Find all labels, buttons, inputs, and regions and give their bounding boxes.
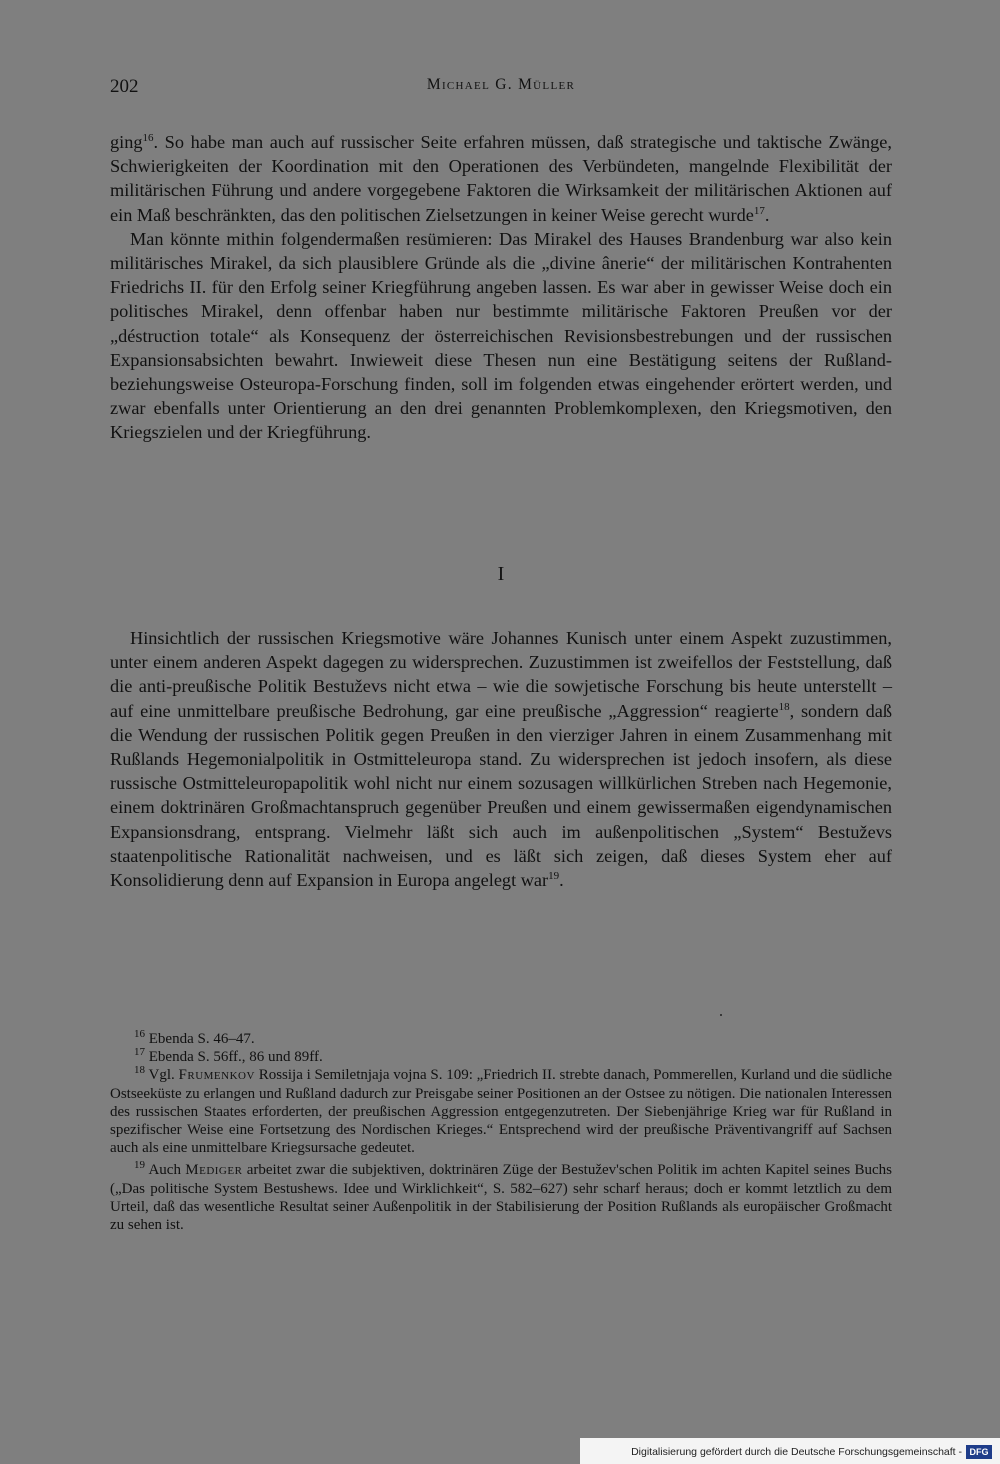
footnote-ref-17: 17: [753, 204, 765, 217]
footnote-ref-16: 16: [142, 131, 154, 144]
body-text-top: [110, 130, 892, 445]
scan-speck: [720, 1014, 722, 1016]
footnote-18: [110, 1066, 892, 1157]
paragraph-3-text: Hinsichtlich der russischen Kriegsmotive wäre Johannes Kunisch unter einem Aspekt zuzustimmen, unter einem anderen Aspekt dagegen zu widersprechen. Zuzustimmen ist zweifellos der Feststellung, daß die anti-preußische Politik Bestuževs nicht etwa – wie die sowjetische Forschung bis heute unterstellt – auf eine unmittelbare preußische Bedrohung, gar eine preußische „Aggression“ reagierte: [110, 628, 892, 721]
digitization-footer: [580, 1438, 1000, 1464]
paragraph-3: [110, 626, 892, 892]
footnote-17: [110, 1048, 892, 1066]
paragraph-1-text-cont: . So habe man auch auf russischer Seite erfahren müssen, daß strategische und taktische Zwänge, Schwierigkeiten der Koordination mit den Operationen des Verbündeten, mangelnde Flexibilität der militärischen Führung und andere vorgegebene Faktoren die Wirksamkeit der militärischen Aktionen auf ein Maß beschränkten, das den politischen Zielsetzungen in keiner Weise gerecht wurde: [110, 132, 892, 225]
footnote-16-text: Ebenda S. 46–47.: [148, 1031, 255, 1047]
footnote-19-text: arbeitet zwar die subjektiven, doktrinären Züge der Bestužev'schen Politik im achten Kapitel seines Buchs („Das politische System Bestushews. Idee und Wirklichkeit“, S. 582–627) sehr scharf heraus; doch er kommt letztlich zu dem Urteil, daß das wesentliche Resultat seiner Außenpolitik in der Stabilisierung der Position Rußlands als europäischer Großmacht zu sehen ist.: [110, 1162, 893, 1234]
paragraph-1: [110, 130, 892, 227]
paragraph-1-end: .: [764, 204, 770, 225]
dfg-logo: DFG: [966, 1445, 992, 1459]
footnote-18-number: 18: [134, 1064, 145, 1077]
footnote-17-number: 17: [134, 1046, 145, 1059]
footnote-ref-19: 19: [548, 869, 560, 882]
footnote-18-author: Frumenkov: [178, 1067, 255, 1084]
paragraph-2: Man könnte mithin folgendermaßen resümieren: Das Mirakel des Hauses Brandenburg war also kein militärisches Mirakel, da sich plausiblere Gründe als die „divine ânerie“ der militärischen Kontrahenten Friedrichs II. für den Erfolg seiner Kriegführung angeben lassen. Es war aber in gewisser Weise doch ein politisches Mirakel, denn offenbar haben nur bestimmte militärische Faktoren Preußen vor der „déstruction totale“ als Konsequenz der österreichischen Revisionsbestrebungen und der russischen Expansionsabsichten bewahrt. Inwieweit diese Thesen nun eine Bestätigung seitens der Rußland- beziehungsweise Osteuropa-Forschung finden, soll im folgenden etwas eingehender erörtert werden, und zwar ebenfalls unter Orientierung an den drei genannten Problemkomplexen, den Kriegsmotiven, den Kriegszielen und der Kriegführung.: [110, 228, 892, 443]
paragraph-3-end: .: [559, 870, 564, 891]
footnote-19-lead: Auch: [148, 1162, 181, 1179]
footnote-19-author: Mediger: [185, 1162, 243, 1179]
section-heading: I: [497, 563, 505, 585]
digitization-credit: Digitalisierung gefördert durch die Deutsche Forschungsgemeinschaft -: [631, 1446, 962, 1458]
footnote-16: [110, 1030, 892, 1048]
paragraph-3-text-cont: , sondern daß die Wendung der russischen Politik gegen Preußen in den vierziger Jahren in einem Zusammenhang mit Rußlands Hegemonialpolitik in Ostmitteleuropa stand. Zu widersprechen ist jedoch insofern, als diese russische Ostmitteleuropapolitik wohl nicht nur einem sozusagen willkürlichen Streben nach Hegemonie, einem doktrinären Großmachtanspruch gegenüber Preußen und einem gewissermaßen eigendynamischen Expansionsdrang, entsprang. Vielmehr läßt sich auch im außenpolitischen „System“ Bestuževs staatenpolitische Rationalität nachweisen, und es läßt sich zeigen, daß dieses System eher auf Konsolidierung denn auf Expansion in Europa angelegt war: [110, 700, 892, 891]
footnote-19-number: 19: [134, 1159, 145, 1172]
page-number: 202: [110, 76, 139, 97]
footnote-18-text: Rossija i Semiletnjaja vojna S. 109: „Friedrich II. strebte danach, Pommerellen, Kurland und die südliche Ostseeküste zu erlangen und Rußland dadurch zur Preisgabe seiner Positionen an der Ostsee zu nötigen. Die nationalen Interessen des russischen Staates erforderten, der preußischen Aggression entgegenzutreten. Der Siebenjährige Krieg war für Rußland in spezifischer Weise eine Fortsetzung des Nordischen Krieges.“ Entsprechend wird der preußische Präventivangriff auf Sachsen auch als eine unmittelbare Kriegsursache gedeutet.: [110, 1067, 893, 1157]
body-text-section-1: [110, 626, 892, 892]
footnote-ref-18: 18: [778, 700, 790, 713]
footnote-18-lead: Vgl.: [148, 1067, 175, 1084]
page-header: [110, 76, 892, 104]
footnote-16-number: 16: [134, 1028, 145, 1040]
footnote-17-text: Ebenda S. 56ff., 86 und 89ff.: [148, 1049, 323, 1066]
running-head-author: Michael G. Müller: [426, 76, 576, 93]
footnotes: [110, 1030, 892, 1234]
footnote-19: [110, 1161, 892, 1234]
paragraph-1-text: ging: [110, 132, 143, 152]
